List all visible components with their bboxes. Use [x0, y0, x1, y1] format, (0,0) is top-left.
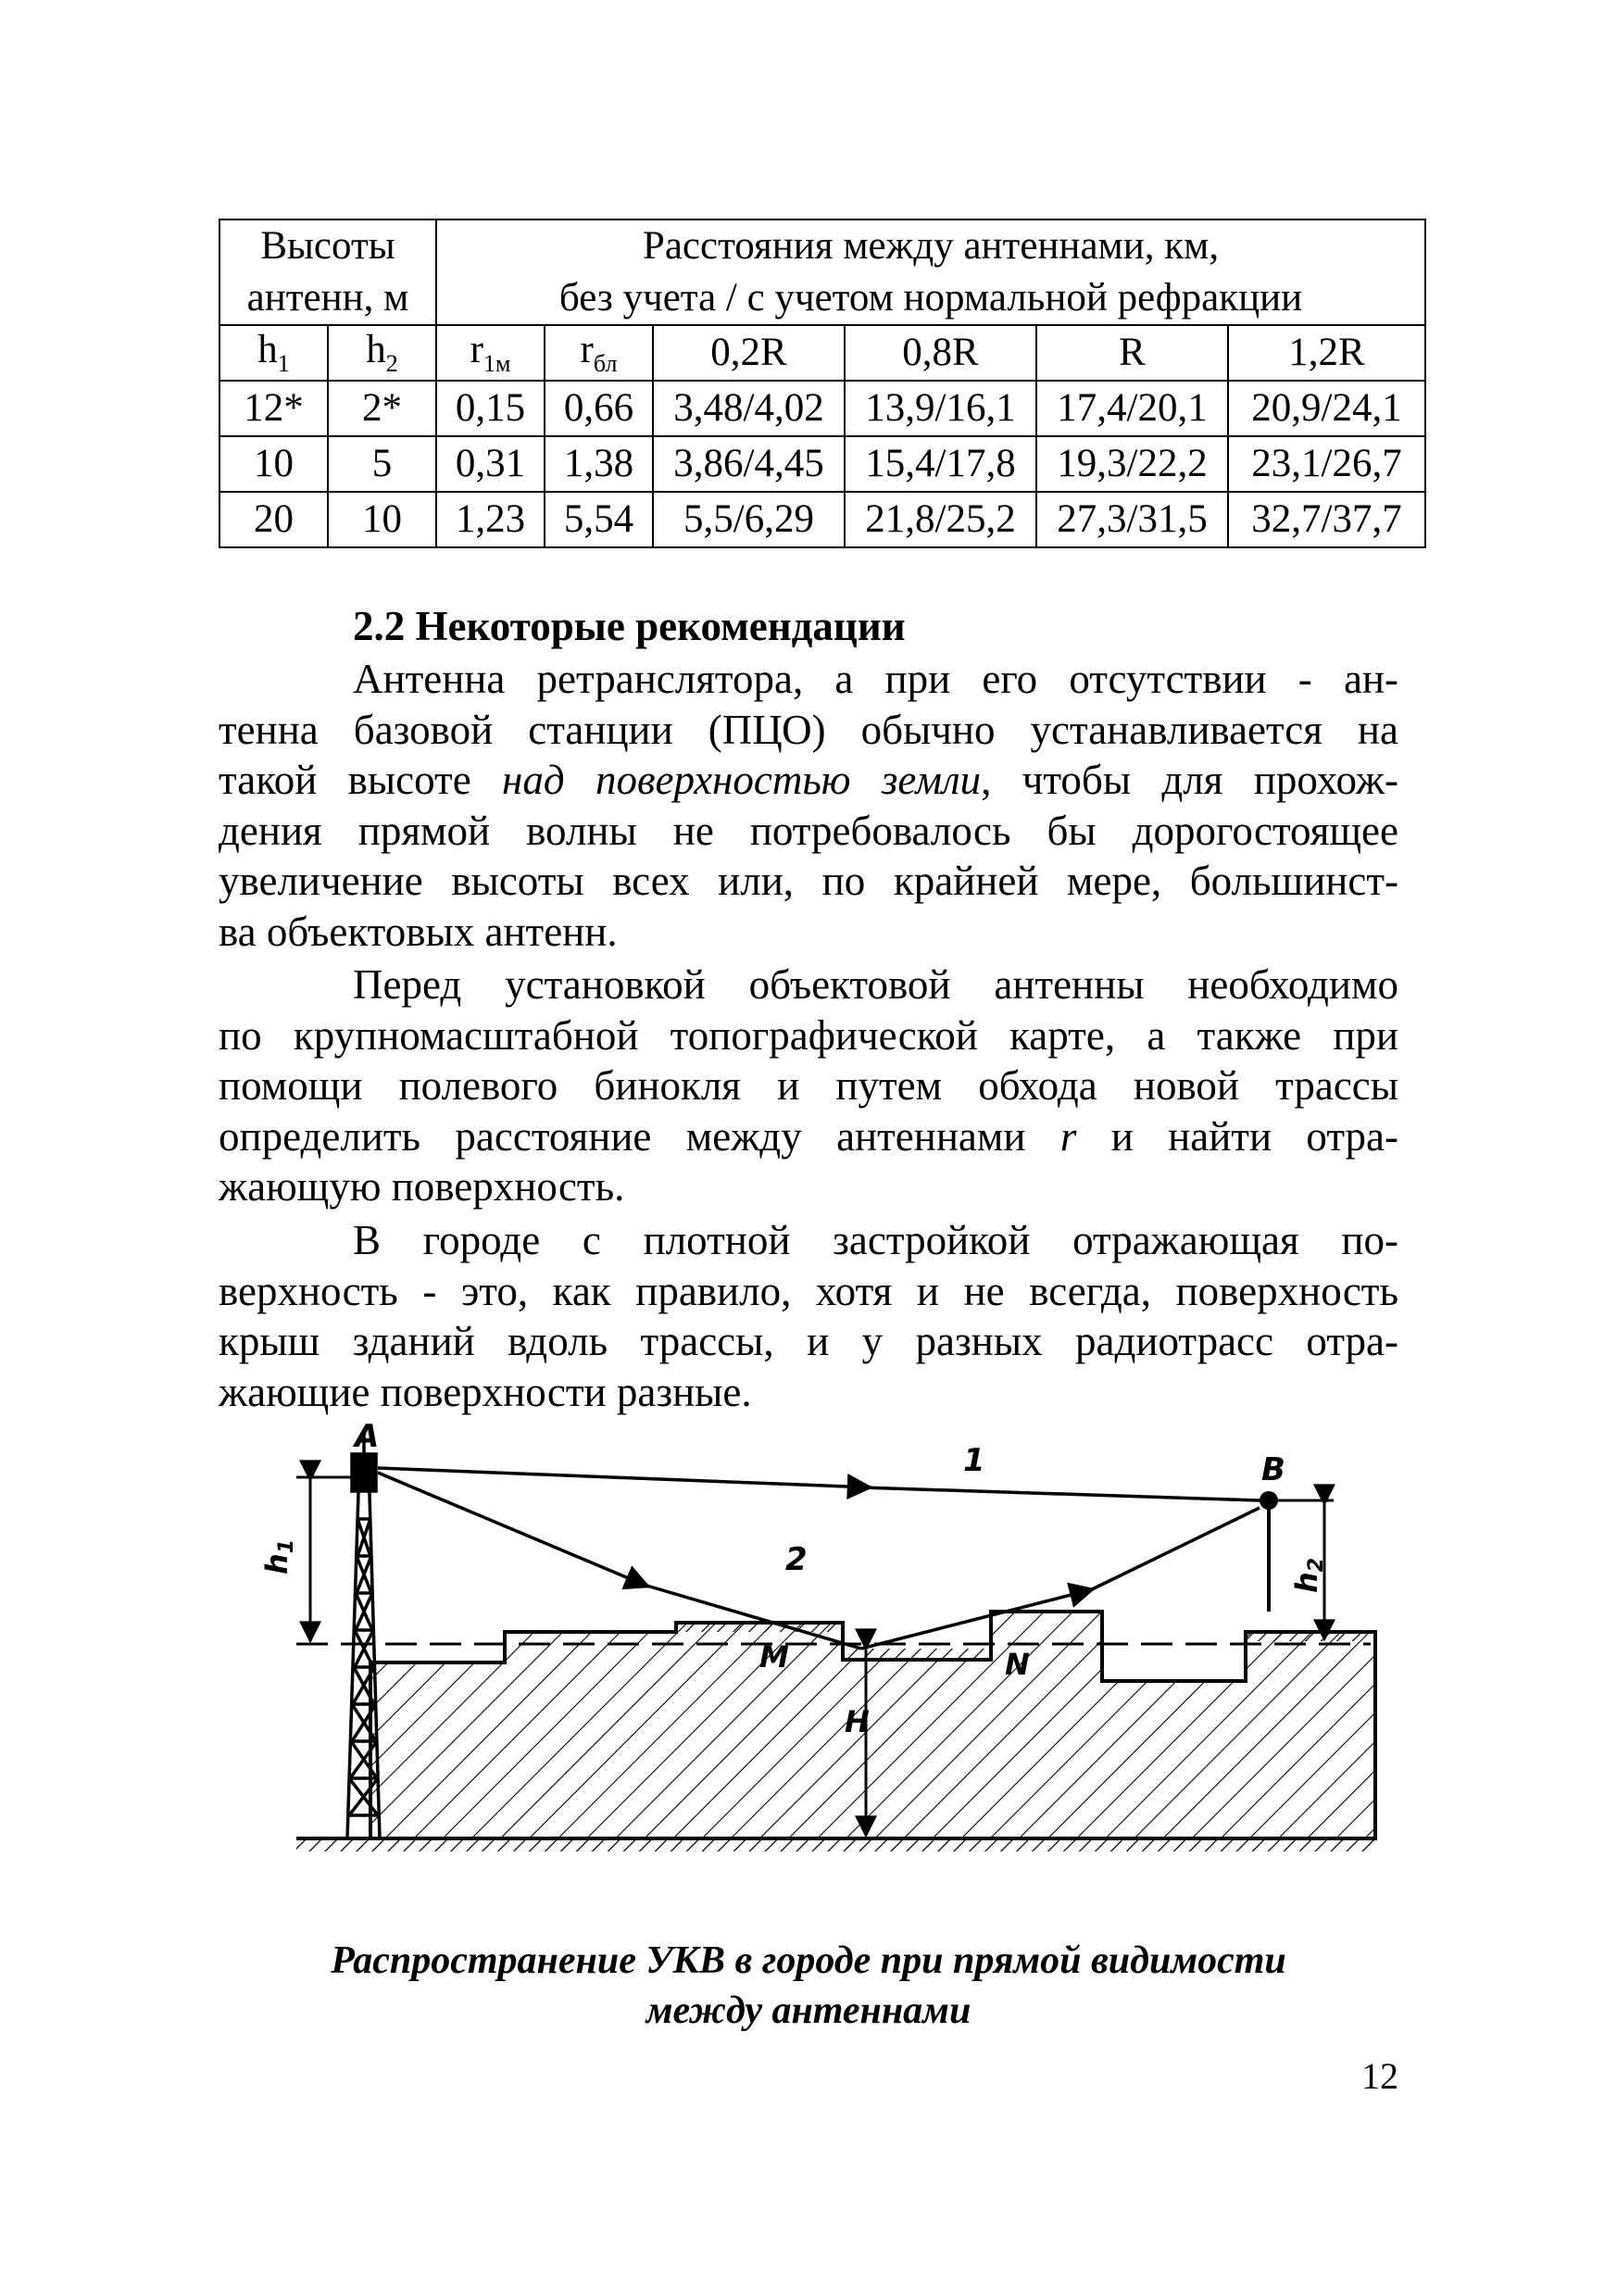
page-number: 12	[1361, 2055, 1398, 2097]
header-heights-line1: Высоты	[260, 224, 395, 268]
table-row	[219, 436, 1425, 492]
col-h1: $h_1$	[219, 325, 328, 381]
col-r1m: $r_{1м}$	[436, 325, 545, 381]
label-h2: h2	[1289, 1557, 1328, 1593]
label-M: M	[759, 1639, 789, 1675]
section-heading: 2.2 Некоторые рекомендации	[353, 603, 906, 649]
ray-direct-1	[378, 1468, 1260, 1500]
text-line: помощи полевого бинокля и путем обхода новой трассы	[219, 1062, 1398, 1109]
header-distances	[436, 220, 1425, 325]
antenna-distance-table	[219, 219, 1426, 548]
header-antenna-heights	[219, 220, 436, 325]
caption-line-1: Распространение УКВ в городе при прямой видимости	[331, 1939, 1286, 1982]
table-cell: 5	[328, 436, 436, 492]
table-cell: 5,54	[545, 492, 653, 547]
paragraph-1	[219, 654, 1398, 957]
table-row	[219, 381, 1425, 436]
tower-A	[347, 1431, 380, 1838]
table-cell: 27,3/31,5	[1036, 492, 1228, 547]
caption-line-2: между антеннами	[646, 1989, 971, 2032]
table-cell: 0,15	[436, 381, 545, 436]
italic-phrase: над поверхностью земли	[502, 757, 982, 803]
label-H: H	[845, 1704, 870, 1739]
label-B: B	[1261, 1451, 1285, 1488]
table-cell: 5,5/6,29	[653, 492, 845, 547]
text-line: В городе с плотной застройкой отражающая по-	[353, 1217, 1398, 1263]
italic-r: r	[1059, 1112, 1077, 1160]
paragraph-2	[219, 960, 1398, 1212]
col-R: R	[1036, 325, 1228, 381]
col-12R: 1,2R	[1228, 325, 1425, 381]
table-cell: 21,8/25,2	[845, 492, 1036, 547]
table-cell: 10	[219, 436, 328, 492]
col-rbl: $r_{бл}$	[545, 325, 653, 381]
text-line: крыш зданий вдоль трассы, и у разных радиотрасс отра-	[219, 1318, 1398, 1364]
table-cell: 15,4/17,8	[845, 436, 1036, 492]
table-cell: 20	[219, 492, 328, 547]
label-N: N	[1005, 1647, 1030, 1682]
paragraph-3	[219, 1215, 1398, 1417]
col-08R: 0,8R	[845, 325, 1036, 381]
table-cell: 3,86/4,45	[653, 436, 845, 492]
reflection-hatch-M	[676, 1623, 843, 1632]
table-cell: 17,4/20,1	[1036, 381, 1228, 436]
text-line: ва объектовых антенн.	[219, 908, 618, 955]
table-cell: 12*	[219, 381, 328, 436]
text-line: Перед установкой объектовой антенны необходимо	[353, 961, 1398, 1008]
text-line: такой высоте над поверхностью земли, чтобы для прохож-	[219, 757, 1398, 803]
reflection-hatch-right	[1246, 1632, 1366, 1641]
text-line: определить расстояние между антеннами r и найти отра-	[219, 1112, 1398, 1160]
figure-caption	[219, 1936, 1398, 2036]
table-cell: 1,38	[545, 436, 653, 492]
col-h2: $h_2$	[328, 325, 436, 381]
text-line: дения прямой волны не потребовалось бы дорогостоящее	[219, 807, 1398, 854]
table-row	[219, 492, 1425, 547]
table-cell: 10	[328, 492, 436, 547]
col-02R: 0,2R	[653, 325, 845, 381]
table-cell: 2*	[328, 381, 436, 436]
h1-dimension	[296, 1477, 352, 1641]
table-cell: 13,9/16,1	[845, 381, 1036, 436]
ground-hatch	[296, 1840, 1375, 1851]
text-line: верхность - это, как правило, хотя и не всегда, поверхность	[219, 1267, 1398, 1314]
table-cell: 20,9/24,1	[1228, 381, 1425, 436]
label-h1: h1	[259, 1538, 298, 1575]
text-line: жающую поверхность.	[219, 1163, 625, 1210]
table-cell: 23,1/26,7	[1228, 436, 1425, 492]
header-distances-line2: без учета / с учетом нормальной рефракции	[558, 276, 1303, 320]
header-distances-line1: Расстояния между антеннами, км,	[642, 224, 1220, 268]
text-line: по крупномасштабной топографической карте, а также при	[219, 1011, 1398, 1059]
table-cell: 32,7/37,7	[1228, 492, 1425, 547]
label-ray-2: 2	[785, 1541, 808, 1578]
table-cell: 3,48/4,02	[653, 381, 845, 436]
ukv-propagation-diagram	[259, 1418, 1389, 1889]
text-line: жающие поверхности разные.	[219, 1368, 752, 1415]
text-line: тенна базовой станции (ПЦО) обычно устанавливается на	[219, 706, 1398, 753]
table-cell: 0,66	[545, 381, 653, 436]
antenna-B	[1260, 1491, 1278, 1612]
table-cell: 19,3/22,2	[1036, 436, 1228, 492]
label-ray-1: 1	[963, 1442, 985, 1479]
label-A: A	[355, 1418, 380, 1455]
text-line: Антенна ретранслятора, а при его отсутствии - ан-	[353, 656, 1398, 702]
text-line: увеличение высоты всех или, по крайней мере, большинст-	[219, 858, 1398, 904]
table-cell: 1,23	[436, 492, 545, 547]
table-cell: 0,31	[436, 436, 545, 492]
header-heights-line2: антенн, м	[246, 276, 409, 320]
